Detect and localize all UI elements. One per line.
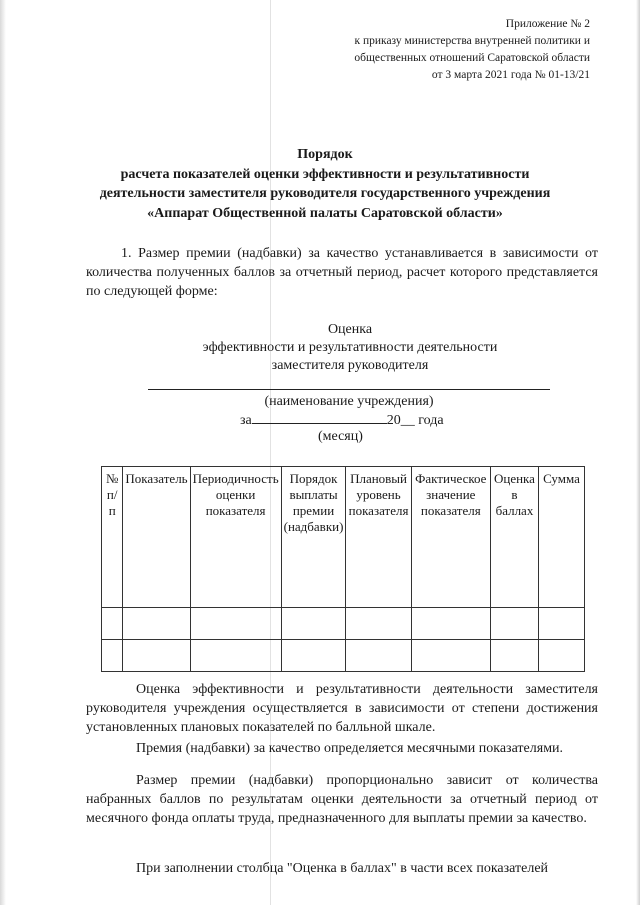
paragraph-4: Размер премии (надбавки) пропорционально зависит от количества набранных баллов по результатам оценки деятельности за отчетный период от месячного фонда оплаты труда, предназначенного для выплаты премии за качество. [86,773,598,826]
appendix-line-1: Приложение № 2 [505,18,590,30]
table-cell [346,640,411,672]
title-line-3: деятельности заместителя руководителя государственного учреждения [99,186,551,201]
table-cell [102,640,123,672]
table-header-cell: Показатель [123,467,190,608]
paragraph-2: Оценка эффективности и результативности деятельности заместителя руководителя учреждения осуществляется в зависимости от степени достижения установленных плановых показателей по балльной шкале. [86,682,598,735]
document-title [60,145,590,223]
paragraph-3: Премия (надбавки) за качество определяется месячными показателями. [136,741,564,756]
organization-name-hint: (наименование учреждения) [264,394,434,409]
table-header-cell: Плановый уровень показателя [346,467,411,608]
organization-name-line [148,389,550,390]
table-cell [102,608,123,640]
table-cell [538,608,584,640]
table-header-cell: Сумма [538,467,584,608]
title-line-4: «Аппарат Общественной палаты Саратовской области» [147,205,503,221]
scan-left-edge [0,0,6,905]
title-line-2: расчета показателей оценки эффективности и результативности [120,166,530,182]
month-hint: (месяц) [318,429,363,444]
form-heading-line-3: заместителя руководителя [271,358,429,373]
form-heading-line-2: эффективности и результативности деятельности [202,340,498,355]
appendix-line-4: от 3 марта 2021 года № 01-13/21 [431,69,590,81]
table-header-cell: Порядок выплаты премии (надбавки) [281,467,346,608]
period-line [240,411,444,429]
form-heading [140,321,560,375]
table-cell [538,640,584,672]
title-line-1: Порядок [297,147,353,162]
table-row [102,640,585,672]
appendix-header [290,16,590,84]
appendix-line-3: общественных отношений Саратовской области [354,52,590,64]
scan-fold-line [270,0,271,905]
table-cell [190,608,281,640]
period-year-text: 20__ года [386,413,444,428]
table-header-cell: Периодичность оценки показателя [190,467,281,608]
paragraph-5: При заполнении столбца "Оценка в баллах" в части всех показателей [136,861,549,876]
form-heading-line-1: Оценка [327,322,373,337]
table-cell [490,640,538,672]
table-header-cell: Оценка в баллах [490,467,538,608]
paragraph-1: 1. Размер премии (надбавки) за качество устанавливается в зависимости от количества полученных баллов за отчетный период, расчет которого представляется по следующей форме: [86,246,598,299]
table-row [102,608,585,640]
table-cell [411,608,490,640]
period-za-label: за [240,413,252,428]
table-cell [281,640,346,672]
table-cell [411,640,490,672]
month-blank [252,411,387,424]
evaluation-table [101,466,585,672]
table-cell [190,640,281,672]
appendix-line-2: к приказу министерства внутренней политики и [354,35,590,47]
table-cell [490,608,538,640]
table-cell [123,608,190,640]
table-cell [346,608,411,640]
scan-right-edge [636,0,640,905]
table-header-cell: № п/п [102,467,123,608]
table-header-cell: Фактическое значение показателя [411,467,490,608]
table-header-row [102,467,585,608]
table-cell [123,640,190,672]
table-cell [281,608,346,640]
